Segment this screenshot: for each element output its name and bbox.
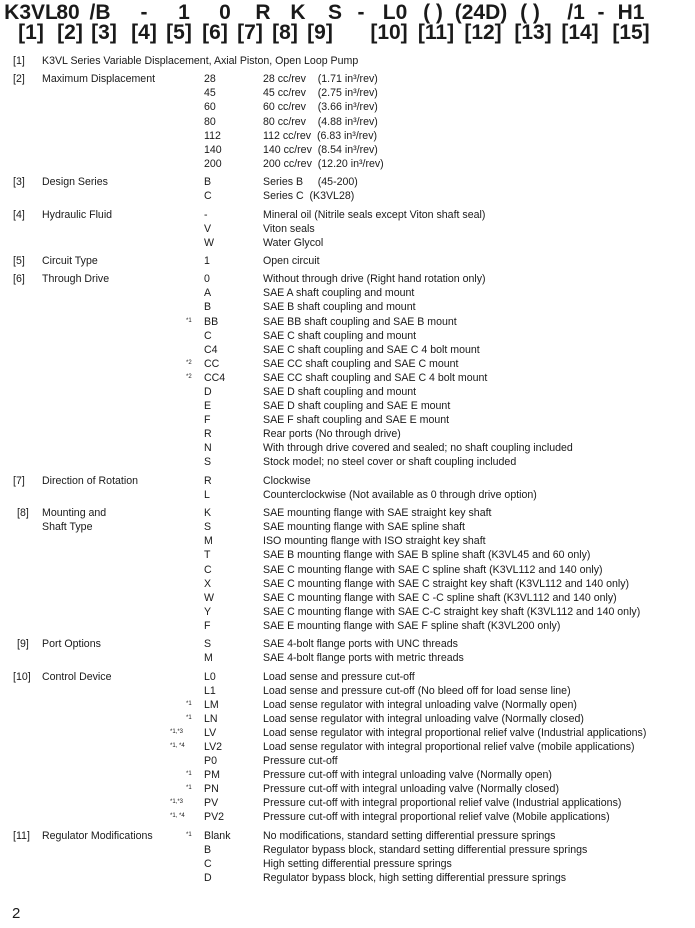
option-code: W — [204, 591, 214, 604]
option-description: SAE D shaft coupling and SAE E mount — [263, 400, 451, 413]
table-row — [0, 670, 695, 684]
option-code: 0 — [204, 273, 210, 286]
option-description: ISO mounting flange with ISO straight key shaft — [263, 535, 486, 548]
option-code: D — [204, 386, 212, 398]
option-code: P0 — [204, 755, 217, 768]
table-row — [0, 726, 695, 740]
option-code: PM — [204, 769, 220, 782]
model-code-position-label: [10] — [370, 21, 408, 44]
code-section — [0, 506, 695, 633]
footnote-marker: *2 — [186, 373, 192, 380]
option-description: Water Glycol — [263, 236, 324, 249]
code-section — [0, 829, 695, 885]
option-description: SAE C shaft coupling and mount — [263, 329, 417, 342]
table-row — [0, 236, 695, 250]
option-description: Pressure cut-off with integral unloading valve (Normally closed) — [263, 783, 559, 796]
table-row — [0, 189, 695, 203]
footnote-marker: *1 — [186, 714, 192, 721]
code-section — [0, 474, 695, 502]
table-row — [0, 129, 695, 143]
option-code: A — [204, 287, 212, 300]
option-code: F — [204, 619, 211, 632]
footnote-marker: *1, *4 — [170, 813, 185, 820]
footnote-marker: *1 — [186, 831, 192, 838]
table-row — [0, 548, 695, 562]
table-row — [0, 399, 695, 413]
option-description: Pressure cut-off with integral proportional relief valve (Industrial applications) — [263, 797, 622, 810]
option-description: High setting differential pressure springs — [263, 857, 452, 870]
option-description: Series B (45-200) — [263, 176, 358, 189]
option-code: 28 — [204, 73, 216, 86]
option-description: Regulator bypass block, high setting differential pressure springs — [263, 872, 567, 885]
model-code-segment: 0 — [219, 1, 231, 24]
option-code: 80 — [204, 115, 216, 128]
model-code-position-label: [8] — [272, 21, 298, 44]
footnote-marker: *2 — [186, 359, 192, 366]
code-section — [0, 72, 695, 171]
option-code: 200 — [204, 157, 222, 170]
table-row — [0, 286, 695, 300]
footnote-marker: *1 — [186, 317, 192, 324]
option-description: SAE mounting flange with SAE spline shaft — [263, 521, 465, 534]
code-section — [0, 54, 695, 68]
section-index: [2] — [13, 73, 25, 86]
option-code: 140 — [204, 143, 222, 156]
footnote-marker: *1 — [186, 771, 192, 778]
table-row — [0, 871, 695, 885]
model-code-segment: L0 — [382, 1, 408, 24]
option-code: 112 — [204, 129, 221, 142]
option-description: Pressure cut-off with integral unloading valve (Normally open) — [263, 769, 552, 782]
page-number: 2 — [12, 905, 21, 922]
option-code: C — [204, 329, 212, 342]
option-description: Series C (K3VL28) — [263, 190, 355, 203]
option-code: R — [204, 428, 212, 441]
table-row — [0, 605, 695, 619]
option-code: L0 — [204, 670, 216, 683]
option-code: L1 — [204, 684, 216, 697]
table-row — [0, 684, 695, 698]
option-description: Pressure cut-off with integral proportional relief valve (Mobile applications) — [263, 811, 610, 824]
option-code: B — [204, 176, 212, 189]
table-row — [0, 272, 695, 286]
option-description: 112 cc/rev (6.83 in³/rev) — [263, 129, 378, 142]
option-code: CC — [204, 357, 220, 370]
table-row — [0, 343, 695, 357]
model-code-segment: K — [290, 1, 306, 24]
model-code-segment: - — [597, 1, 605, 24]
option-description: SAE C mounting flange with SAE C-C straight key shaft (K3VL112 and 140 only) — [263, 605, 641, 618]
table-row — [0, 441, 695, 455]
option-description: SAE C mounting flange with SAE C straight key shaft (K3VL112 and 140 only) — [263, 577, 630, 590]
option-description: Pressure cut-off — [263, 755, 338, 768]
option-description: SAE CC shaft coupling and SAE C 4 bolt mount — [263, 371, 488, 384]
option-description: SAE C mounting flange with SAE C spline shaft (K3VL112 and 140 only) — [263, 563, 603, 576]
code-section — [0, 175, 695, 203]
option-code: LM — [204, 698, 219, 711]
table-row — [0, 413, 695, 427]
option-code: M — [204, 535, 213, 548]
table-row — [0, 488, 695, 502]
option-code: K — [204, 507, 212, 520]
section-category: Regulator Modifications — [42, 829, 153, 842]
table-row — [0, 810, 695, 824]
table-row — [0, 427, 695, 441]
option-description: Clockwise — [263, 474, 311, 487]
option-description: SAE D shaft coupling and mount — [263, 386, 417, 398]
option-code: F — [204, 414, 211, 427]
section-index: [1] — [13, 55, 25, 67]
table-row — [0, 712, 695, 726]
option-code: BB — [204, 315, 219, 328]
table-row — [0, 254, 695, 268]
section-index: [8] — [17, 507, 29, 520]
option-description: Regulator bypass block, standard setting differential pressure springs — [263, 843, 588, 856]
table-row — [0, 506, 695, 520]
table-row — [0, 577, 695, 591]
option-description: 45 cc/rev (2.75 in³/rev) — [263, 87, 378, 100]
option-description: Mineral oil (Nitrile seals except Viton shaft seal) — [263, 208, 486, 221]
option-code: PN — [204, 783, 219, 796]
table-row — [0, 563, 695, 577]
section-index: [10] — [13, 670, 31, 683]
table-row — [0, 796, 695, 810]
option-description: SAE BB shaft coupling and SAE B mount — [263, 315, 457, 328]
option-code: X — [204, 577, 212, 590]
section-category: Through Drive — [42, 273, 110, 286]
option-description: Without through drive (Right hand rotation only) — [263, 273, 486, 286]
option-code: 1 — [204, 254, 210, 267]
table-row — [0, 54, 695, 68]
model-code-position-label: [9] — [307, 21, 333, 44]
option-description: SAE 4-bolt flange ports with metric threads — [263, 652, 464, 665]
option-code: LV2 — [204, 741, 223, 753]
option-description: Viton seals — [263, 222, 315, 235]
model-code-position-label: [13] — [514, 21, 552, 44]
option-code: N — [204, 442, 212, 455]
model-code-segment: R — [255, 1, 271, 24]
option-code: D — [204, 872, 212, 885]
option-code: S — [204, 521, 212, 534]
option-code: LV — [204, 726, 217, 739]
section-index: [11] — [13, 829, 30, 842]
option-description: With through drive covered and sealed; no shaft coupling included — [263, 442, 573, 455]
section-category: Hydraulic Fluid — [42, 208, 113, 221]
option-description: 28 cc/rev (1.71 in³/rev) — [263, 73, 378, 86]
option-code: L — [204, 488, 210, 501]
section-index: [4] — [13, 208, 25, 221]
section-category: Design Series — [42, 176, 108, 189]
section-index: [6] — [13, 273, 25, 286]
option-code: R — [204, 474, 212, 487]
table-row — [0, 315, 695, 329]
section-index: [3] — [13, 176, 25, 189]
table-row — [0, 754, 695, 768]
model-code-position-label: [11] — [417, 21, 455, 44]
table-row — [0, 72, 695, 86]
footnote-marker: *1,*3 — [170, 728, 184, 735]
option-code: S — [204, 638, 212, 651]
option-description: SAE E mounting flange with SAE F spline shaft (K3VL200 only) — [263, 619, 561, 632]
model-code-header — [0, 0, 695, 48]
table-row — [0, 385, 695, 399]
option-code: W — [204, 236, 214, 249]
option-description: SAE 4-bolt flange ports with UNC threads — [263, 638, 458, 651]
section-index: [5] — [13, 254, 25, 267]
option-description: SAE mounting flange with SAE straight key shaft — [263, 507, 492, 520]
table-row — [0, 857, 695, 871]
model-code-position-label: [1] — [18, 21, 44, 44]
table-row — [0, 474, 695, 488]
model-code-segment: /1 — [567, 1, 585, 24]
model-code-position-label: [7] — [237, 21, 263, 44]
option-description: Load sense and pressure cut-off — [263, 670, 415, 683]
section-category: Mounting and — [42, 507, 107, 520]
table-row — [0, 115, 695, 129]
option-code: C — [204, 857, 212, 870]
option-description: SAE B shaft coupling and mount — [263, 301, 416, 314]
option-description: SAE F shaft coupling and SAE E mount — [263, 414, 450, 427]
option-description: 140 cc/rev (8.54 in³/rev) — [263, 143, 378, 156]
option-code: V — [204, 222, 212, 235]
option-code: PV2 — [204, 811, 225, 824]
model-code-position-label: [14] — [561, 21, 599, 44]
table-row — [0, 86, 695, 100]
option-description: Rear ports (No through drive) — [263, 428, 401, 441]
table-row — [0, 782, 695, 796]
table-row — [0, 740, 695, 754]
model-code-segment: - — [357, 1, 365, 24]
option-code: M — [204, 652, 213, 665]
table-row — [0, 768, 695, 782]
footnote-marker: *1 — [186, 700, 192, 707]
option-description: Stock model; no steel cover or shaft coupling included — [263, 456, 517, 469]
option-code: Y — [204, 605, 212, 618]
table-row — [0, 157, 695, 171]
section-category: Port Options — [42, 638, 101, 651]
section-category: Shaft Type — [42, 521, 93, 534]
model-code-position-label: [5] — [166, 21, 192, 44]
table-row — [0, 534, 695, 548]
section-index: [7] — [13, 474, 25, 487]
table-row — [0, 698, 695, 712]
table-row — [0, 100, 695, 114]
option-description: Open circuit — [263, 254, 320, 267]
option-code: S — [204, 456, 212, 469]
option-description: Load sense regulator with integral unloading valve (Normally closed) — [263, 712, 584, 725]
code-section — [0, 670, 695, 825]
footnote-marker: *1,*3 — [170, 799, 184, 806]
option-code: 60 — [204, 101, 216, 114]
option-code: PV — [204, 797, 219, 810]
model-code-position-label: [3] — [91, 21, 117, 44]
table-row — [0, 329, 695, 343]
table-row — [0, 843, 695, 857]
model-code-segment: (24D) — [454, 1, 508, 24]
option-description: Load sense regulator with integral proportional relief valve (Industrial applications) — [263, 726, 647, 739]
section-category: Direction of Rotation — [42, 474, 138, 487]
section-category: Circuit Type — [42, 254, 98, 267]
option-code: Blank — [204, 829, 231, 842]
section-description: K3VL Series Variable Displacement, Axial Piston, Open Loop Pump — [42, 55, 359, 67]
option-code: 45 — [204, 87, 216, 100]
model-code-position-label: [2] — [57, 21, 83, 44]
footnote-marker: *1, *4 — [170, 743, 185, 749]
option-code: T — [204, 549, 211, 562]
model-code-segment: - — [140, 1, 148, 24]
table-row — [0, 829, 695, 843]
option-description: SAE C mounting flange with SAE C -C spline shaft (K3VL112 and 140 only) — [263, 591, 617, 604]
model-code-position-label: [12] — [464, 21, 502, 44]
table-row — [0, 222, 695, 236]
option-code: C — [204, 190, 212, 203]
option-description: No modifications, standard setting differential pressure springs — [263, 829, 556, 842]
option-description: 80 cc/rev (4.88 in³/rev) — [263, 115, 378, 128]
section-category: Control Device — [42, 670, 112, 683]
model-code-segment: ( ) — [423, 1, 443, 24]
table-row — [0, 371, 695, 385]
model-code-segment: S — [327, 1, 343, 24]
footnote-marker: *1 — [186, 785, 192, 792]
option-description: Load sense and pressure cut-off (No bleed off for load sense line) — [263, 684, 571, 697]
model-code-segment: 1 — [178, 1, 190, 24]
table-row — [0, 208, 695, 222]
model-code-segment: /B — [89, 1, 111, 24]
model-code-position-label: [4] — [131, 21, 157, 44]
option-code: B — [204, 843, 212, 856]
model-code-segment: H1 — [617, 1, 645, 24]
section-category: Maximum Displacement — [42, 73, 156, 86]
option-description: 200 cc/rev (12.20 in³/rev) — [263, 157, 384, 170]
table-row — [0, 357, 695, 371]
code-section — [0, 637, 695, 665]
option-code: - — [204, 208, 208, 221]
option-code: E — [204, 400, 212, 413]
option-description: SAE A shaft coupling and mount — [263, 287, 415, 300]
table-row — [0, 455, 695, 469]
table-row — [0, 637, 695, 651]
model-code-position-label: [15] — [612, 21, 650, 44]
ordering-code-table — [0, 54, 695, 889]
option-description: SAE CC shaft coupling and SAE C mount — [263, 357, 459, 370]
code-section — [0, 254, 695, 268]
table-row — [0, 591, 695, 605]
table-row — [0, 651, 695, 665]
option-code: C4 — [204, 343, 218, 356]
option-description: Load sense regulator with integral unloading valve (Normally open) — [263, 698, 577, 711]
model-code-position-label: [6] — [202, 21, 228, 44]
table-row — [0, 143, 695, 157]
option-description: Load sense regulator with integral proportional relief valve (mobile applications) — [263, 741, 635, 753]
code-section — [0, 272, 695, 469]
table-row — [0, 520, 695, 534]
table-row — [0, 175, 695, 189]
option-description: SAE C shaft coupling and SAE C 4 bolt mount — [263, 343, 480, 356]
option-code: LN — [204, 712, 218, 725]
table-row — [0, 619, 695, 633]
option-description: Counterclockwise (Not available as 0 through drive option) — [263, 488, 537, 501]
model-code-segment: ( ) — [520, 1, 540, 24]
table-row — [0, 300, 695, 314]
model-code-segment: K3VL — [4, 1, 58, 24]
option-code: B — [204, 301, 212, 314]
option-code: C — [204, 563, 212, 576]
option-code: CC4 — [204, 371, 226, 384]
section-index: [9] — [17, 638, 29, 651]
option-description: 60 cc/rev (3.66 in³/rev) — [263, 101, 378, 114]
model-code-segment: 80 — [56, 1, 80, 24]
option-description: SAE B mounting flange with SAE B spline shaft (K3VL45 and 60 only) — [263, 549, 591, 562]
code-section — [0, 208, 695, 250]
